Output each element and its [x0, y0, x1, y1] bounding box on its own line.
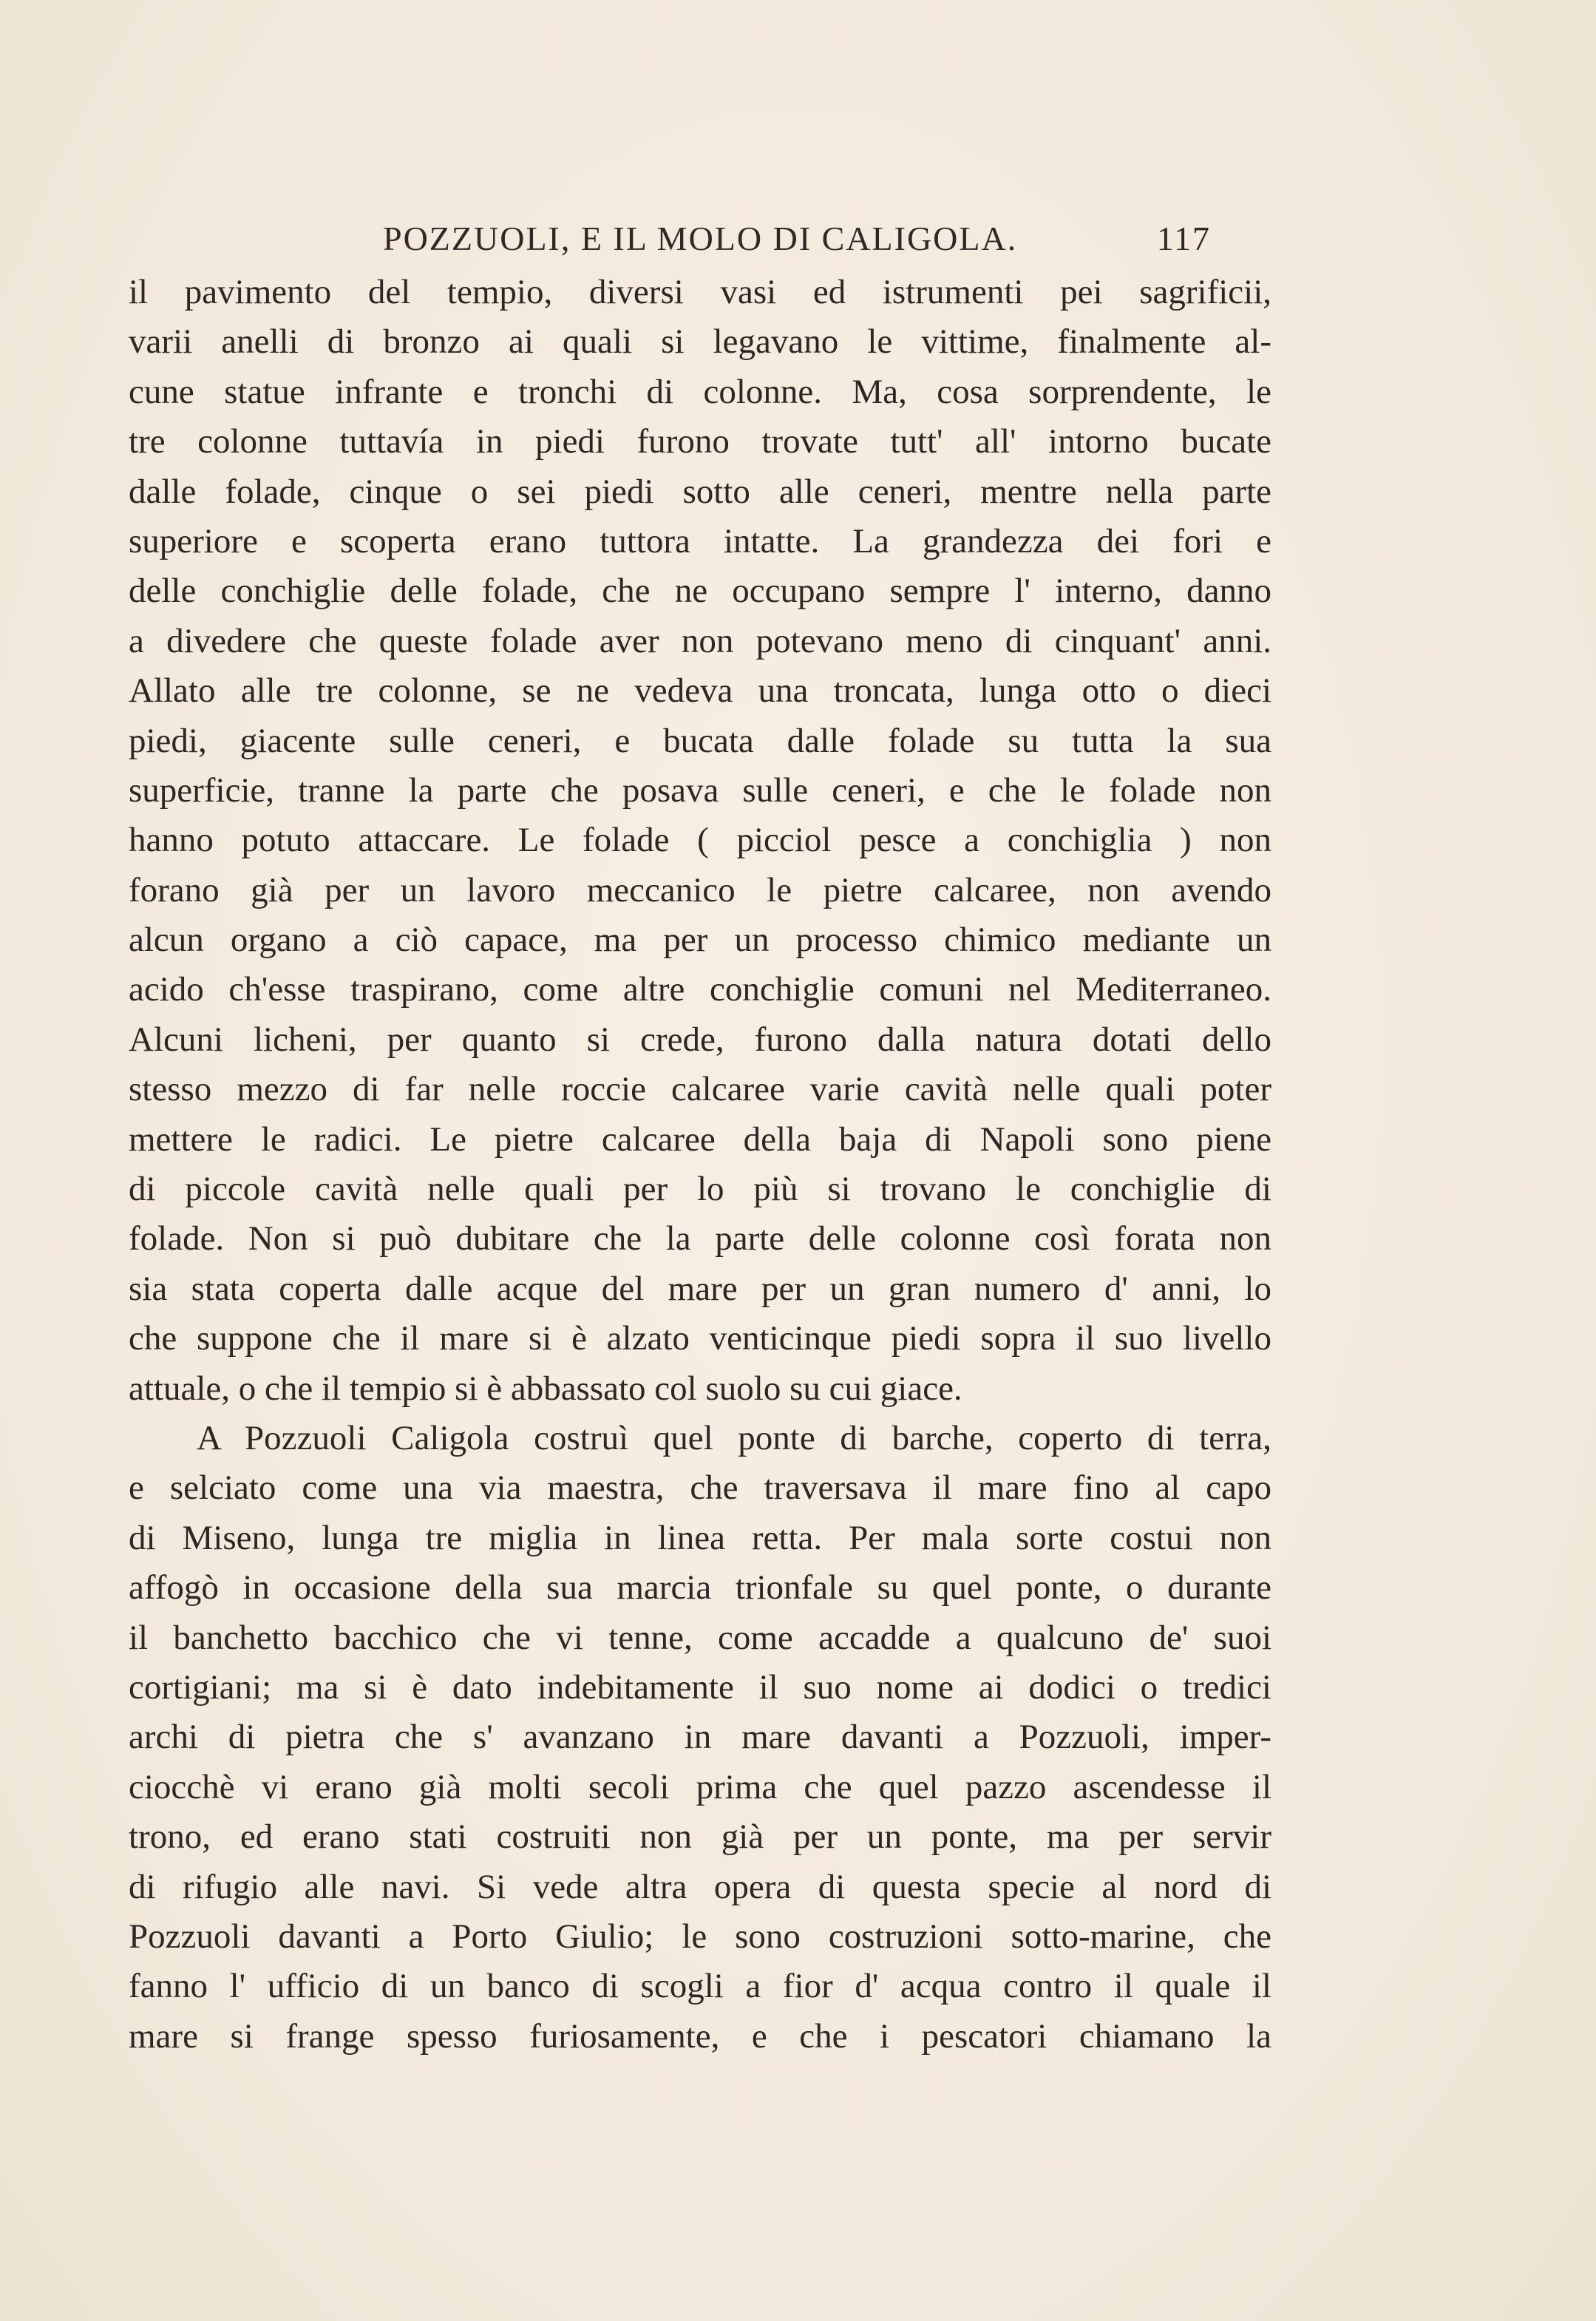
text-line: stesso mezzo di far nelle roccie calcaree varie cavità nelle quali poter [129, 1070, 1271, 1109]
text-line: il pavimento del tempio, diversi vasi ed istrumenti pei sagrificii, [129, 273, 1271, 311]
text-line: tre colonne tuttavía in piedi furono trovate tutt' all' intorno bucate [129, 422, 1271, 461]
text-line: ciocchè vi erano già molti secoli prima che quel pazzo ascendesse il [129, 1767, 1271, 1806]
text-line: mare si frange spesso furiosamente, e che i pescatori chiamano la [129, 2016, 1271, 2056]
text-line: piedi, giacente sulle ceneri, e bucata dalle folade su tutta la sua [129, 721, 1271, 760]
text-line: di piccole cavità nelle quali per lo più si trovano le conchiglie di [129, 1170, 1271, 1209]
text-line: delle conchiglie delle folade, che ne occupano sempre l' interno, danno [129, 572, 1271, 611]
text-line: affogò in occasione della sua marcia trionfale su quel ponte, o durante [129, 1568, 1271, 1607]
text-line: mettere le radici. Le pietre calcaree della baja di Napoli sono piene [129, 1119, 1271, 1159]
text-line: di rifugio alle navi. Si vede altra opera di questa specie al nord di [129, 1867, 1271, 1906]
text-line: acido ch'esse traspirano, come altre conchiglie comuni nel Mediterraneo. [129, 970, 1271, 1009]
text-line: fanno l' ufficio di un banco di scogli a fior d' acqua contro il quale il [129, 1967, 1271, 2006]
text-line: Allato alle tre colonne, se ne vedeva una troncata, lunga otto o dieci [129, 671, 1271, 711]
text-line: il banchetto bacchico che vi tenne, come accadde a qualcuno de' suoi [129, 1618, 1271, 1657]
text-line: folade. Non si può dubitare che la parte delle colonne così forata non [129, 1219, 1271, 1258]
text-line: di Miseno, lunga tre miglia in linea retta. Per mala sorte costui non [129, 1518, 1271, 1557]
text-line: sia stata coperta dalle acque del mare per un gran numero d' anni, lo [129, 1269, 1271, 1308]
paragraph-end-line: attuale, o che il tempio si è abbassato col suolo su cui giace. [129, 1369, 962, 1408]
text-line: Alcuni licheni, per quanto si crede, furono dalla natura dotati dello [129, 1020, 1271, 1059]
text-line: e selciato come una via maestra, che traversava il mare fino al capo [129, 1468, 1271, 1508]
running-title: POZZUOLI, E IL MOLO DI CALIGOLA. [383, 220, 1018, 257]
text-line: a divedere che queste folade aver non potevano meno di cinquant' anni. [129, 621, 1271, 660]
text-line: superiore e scoperta erano tuttora intatte. La grandezza dei fori e [129, 521, 1271, 560]
text-line: che suppone che il mare si è alzato venticinque piedi sopra il suo livello [129, 1319, 1271, 1358]
text-line: cortigiani; ma si è dato indebitamente il suo nome ai dodici o tredici [129, 1667, 1271, 1707]
text-line: Pozzuoli davanti a Porto Giulio; le sono costruzioni sotto-marine, che [129, 1917, 1271, 1956]
page-number: 117 [1156, 220, 1211, 257]
text-line: archi di pietra che s' avanzano in mare davanti a Pozzuoli, imper- [129, 1718, 1271, 1757]
text-line: alcun organo a ciò capace, ma per un processo chimico mediante un [129, 921, 1271, 960]
text-line: hanno potuto attaccare. Le folade ( picciol pesce a conchiglia ) non [129, 821, 1271, 860]
text-line: trono, ed erano stati costruiti non già per un ponte, ma per servir [129, 1817, 1271, 1857]
running-head [383, 219, 1211, 263]
text-line: cune statue infrante e tronchi di colonne. Ma, cosa sorprendente, le [129, 372, 1271, 411]
body-text [129, 268, 1271, 2061]
text-line: varii anelli di bronzo ai quali si legavano le vittime, finalmente al- [129, 322, 1271, 362]
paragraph-start-line: A Pozzuoli Caligola costruì quel ponte di barche, coperto di terra, [197, 1418, 1271, 1457]
text-line: forano già per un lavoro meccanico le pietre calcaree, non avendo [129, 870, 1271, 909]
text-line: dalle folade, cinque o sei piedi sotto alle ceneri, mentre nella parte [129, 472, 1271, 511]
text-line: superficie, tranne la parte che posava sulle ceneri, e che le folade non [129, 770, 1271, 810]
